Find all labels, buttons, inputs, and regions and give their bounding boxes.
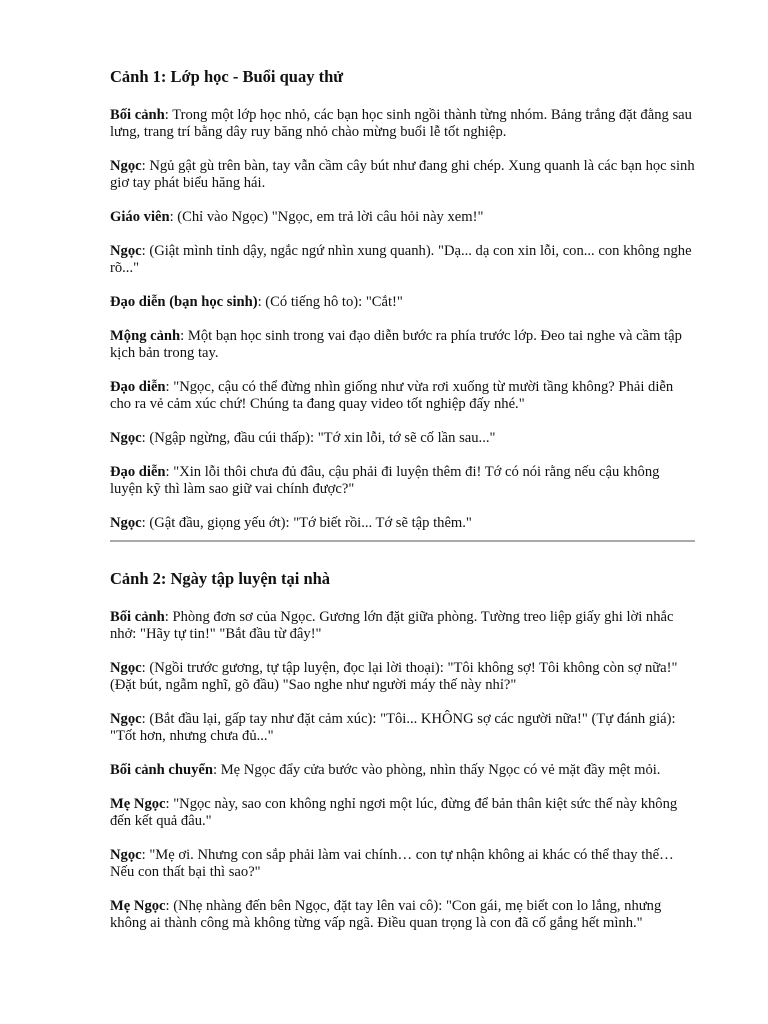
script-line [110, 609, 695, 643]
speaker-name: Ngọc [110, 430, 142, 446]
document-page [110, 66, 695, 949]
script-line [110, 107, 695, 141]
speaker-name: Ngọc [110, 660, 142, 676]
script-line [110, 158, 695, 192]
script-line [110, 328, 695, 362]
speaker-name: Đạo diễn (bạn học sinh) [110, 294, 258, 310]
line-text: : (Chỉ vào Ngọc) "Ngọc, em trả lời câu hỏi này xem!" [169, 209, 484, 225]
line-text: : (Giật mình tỉnh dậy, ngắc ngứ nhìn xung quanh). "Dạ... dạ con xin lỗi, con... con không nghe rõ..." [110, 243, 692, 276]
speaker-name: Mẹ Ngọc [110, 898, 166, 914]
speaker-name: Bối cảnh [110, 609, 165, 625]
script-line [110, 796, 695, 830]
speaker-name: Bối cảnh chuyển [110, 762, 213, 778]
speaker-name: Ngọc [110, 711, 142, 727]
line-text: : (Gật đầu, giọng yếu ớt): "Tớ biết rồi... Tớ sẽ tập thêm." [141, 515, 472, 531]
line-text: : Mẹ Ngọc đẩy cửa bước vào phòng, nhìn thấy Ngọc có vẻ mặt đầy mệt mỏi. [213, 762, 661, 778]
line-text: : Ngủ gật gù trên bàn, tay vẫn cầm cây bút như đang ghi chép. Xung quanh là các bạn học sinh giơ tay phát biểu hăng hái. [110, 158, 695, 191]
script-line [110, 294, 695, 311]
line-text: : "Mẹ ơi. Nhưng con sắp phải làm vai chính… con tự nhận không ai khác có thể thay thế… Nếu con thất bại thì sao?" [110, 847, 674, 880]
line-text: : (Bắt đầu lại, gấp tay như đặt cảm xúc): "Tôi... KHÔNG sợ các người nữa!" (Tự đánh giá): "Tốt hơn, nhưng chưa đủ..." [110, 711, 676, 744]
line-text: : (Nhẹ nhàng đến bên Ngọc, đặt tay lên vai cô): "Con gái, mẹ biết con lo lắng, nhưng không ai thành công mà không từng vấp ngã. Điều quan trọng là con đã cố gắng hết mình." [110, 898, 662, 931]
line-text: : "Ngọc này, sao con không nghỉ ngơi một lúc, đừng để bản thân kiệt sức thế này không đến kết quả đâu." [110, 796, 678, 829]
script-line [110, 762, 695, 779]
speaker-name: Mộng cảnh [110, 328, 181, 344]
scene-2-title: Cảnh 2: Ngày tập luyện tại nhà [110, 569, 331, 588]
line-text: : (Ngồi trước gương, tự tập luyện, đọc lại lời thoại): "Tôi không sợ! Tôi không còn sợ nữa!" (Đặt bút, ngẫm nghĩ, gõ đầu) "Sao nghe như người máy thế này nhỉ?" [110, 660, 678, 693]
line-text: : Một bạn học sinh trong vai đạo diễn bước ra phía trước lớp. Đeo tai nghe và cầm tập kịch bản trong tay. [110, 328, 682, 361]
line-text: : "Xin lỗi thôi chưa đủ đâu, cậu phải đi luyện thêm đi! Tớ có nói rằng nếu cậu không luyện kỹ thì làm sao giữ vai chính được?" [110, 464, 660, 497]
script-line [110, 430, 695, 447]
speaker-name: Bối cảnh [110, 107, 165, 123]
speaker-name: Ngọc [110, 847, 142, 863]
line-text: : Trong một lớp học nhỏ, các bạn học sinh ngồi thành từng nhóm. Bảng trắng đặt đằng sau lưng, trang trí bằng dây ruy băng nhỏ chào mừng buổi lễ tốt nghiệp. [110, 107, 692, 140]
script-line [110, 243, 695, 277]
speaker-name: Ngọc [110, 158, 142, 174]
script-line [110, 515, 695, 532]
script-line [110, 464, 695, 498]
script-line [110, 898, 695, 932]
script-line [110, 847, 695, 881]
line-text: : (Có tiếng hô to): "Cắt!" [257, 294, 403, 310]
script-line [110, 660, 695, 694]
scene-1-title: Cảnh 1: Lớp học - Buổi quay thử [110, 67, 344, 86]
speaker-name: Mẹ Ngọc [110, 796, 166, 812]
line-text: : (Ngập ngừng, đầu cúi thấp): "Tớ xin lỗi, tớ sẽ cố lần sau..." [141, 430, 496, 446]
speaker-name: Giáo viên [110, 209, 170, 225]
script-line [110, 209, 695, 226]
line-text: : Phòng đơn sơ của Ngọc. Gương lớn đặt giữa phòng. Tường treo liệp giấy ghi lời nhắc nhở: "Hãy tự tin!" "Bắt đầu từ đây!" [110, 609, 674, 642]
speaker-name: Đạo diễn [110, 464, 166, 480]
speaker-name: Ngọc [110, 515, 142, 531]
speaker-name: Ngọc [110, 243, 142, 259]
line-text: : "Ngọc, cậu có thể đừng nhìn giống như vừa rơi xuống từ mười tầng không? Phải diễn cho ra vẻ cảm xúc chứ! Chúng ta đang quay video tốt nghiệp đấy nhé." [110, 379, 674, 412]
script-line [110, 379, 695, 413]
script-line [110, 711, 695, 745]
speaker-name: Đạo diễn [110, 379, 166, 395]
